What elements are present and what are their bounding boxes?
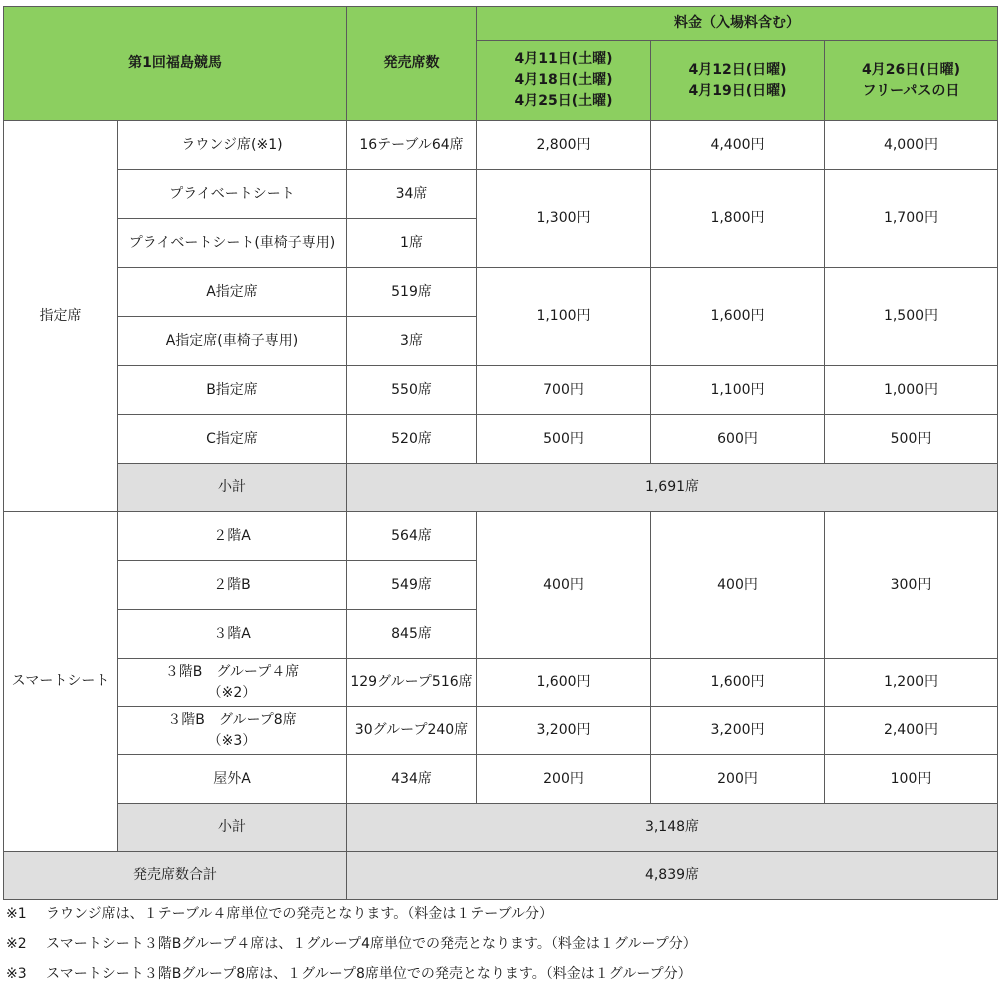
price-cell: 1,100円 <box>651 366 825 415</box>
price-cell: 400円 <box>651 512 825 659</box>
footnote-mark: ※1 <box>6 906 27 922</box>
price-cell: 3,200円 <box>651 707 825 755</box>
price-cell: 200円 <box>477 755 651 804</box>
price-cell: 1,000円 <box>825 366 998 415</box>
seat-count: 549席 <box>347 561 477 610</box>
price-cell: 1,600円 <box>477 659 651 707</box>
footnote <box>6 906 996 936</box>
price-cell: 2,400円 <box>825 707 998 755</box>
footnote-mark: ※2 <box>6 936 27 952</box>
price-cell: 2,800円 <box>477 121 651 170</box>
seat-count: 550席 <box>347 366 477 415</box>
price-cell: 100円 <box>825 755 998 804</box>
price-cell: 300円 <box>825 512 998 659</box>
subtotal-label: 小計 <box>118 464 347 512</box>
fee-group-header: 料金（入場料含む） <box>477 7 998 41</box>
category-reserved: 指定席 <box>4 121 118 512</box>
subtotal-value: 1,691席 <box>347 464 998 512</box>
price-cell: 200円 <box>651 755 825 804</box>
seat-type-name: ラウンジ席(※1) <box>118 121 347 170</box>
seat-count: 519席 <box>347 268 477 317</box>
price-cell: 1,600円 <box>651 268 825 366</box>
seat-count: 845席 <box>347 610 477 659</box>
seat-count: 1席 <box>347 219 477 268</box>
seat-count: 16テーブル64席 <box>347 121 477 170</box>
footnote-text: ラウンジ席は、１テーブル４席単位での発売となります。（料金は１テーブル分） <box>46 906 554 922</box>
date-header-saturdays: 4月11日(土曜) 4月18日(土曜) 4月25日(土曜) <box>477 41 651 121</box>
price-cell: 600円 <box>651 415 825 464</box>
footnote <box>6 966 996 996</box>
seat-type-name: プライベートシート <box>118 170 347 219</box>
price-cell: 3,200円 <box>477 707 651 755</box>
price-cell: 1,500円 <box>825 268 998 366</box>
seats-sold-header: 発売席数 <box>347 7 477 121</box>
footnote-mark: ※3 <box>6 966 27 982</box>
seat-count: 34席 <box>347 170 477 219</box>
seat-type-name: C指定席 <box>118 415 347 464</box>
footnote-text: スマートシート３階Bグループ４席は、１グループ4席単位での発売となります。（料金は１グループ分） <box>46 936 697 952</box>
seat-type-name: ２階B <box>118 561 347 610</box>
seat-type-name: 屋外A <box>118 755 347 804</box>
price-cell: 400円 <box>477 512 651 659</box>
price-cell: 4,000円 <box>825 121 998 170</box>
seat-type-name: A指定席(車椅子専用) <box>118 317 347 366</box>
seat-type-name: ３階B グループ４席 （※2） <box>118 659 347 707</box>
footnote <box>6 936 996 966</box>
event-header: 第1回福島競馬 <box>4 7 347 121</box>
price-cell: 700円 <box>477 366 651 415</box>
date-header-sundays: 4月12日(日曜) 4月19日(日曜) <box>651 41 825 121</box>
price-cell: 500円 <box>825 415 998 464</box>
subtotal-value: 3,148席 <box>347 804 998 852</box>
total-label: 発売席数合計 <box>4 852 347 900</box>
price-cell: 1,300円 <box>477 170 651 268</box>
footnote-text: スマートシート３階Bグループ8席は、１グループ8席単位での発売となります。（料金は１グループ分） <box>46 966 692 982</box>
price-cell: 1,600円 <box>651 659 825 707</box>
seat-type-name: ２階A <box>118 512 347 561</box>
seat-type-name: ３階A <box>118 610 347 659</box>
seat-count: 434席 <box>347 755 477 804</box>
total-value: 4,839席 <box>347 852 998 900</box>
seat-type-name: B指定席 <box>118 366 347 415</box>
price-cell: 1,100円 <box>477 268 651 366</box>
subtotal-label: 小計 <box>118 804 347 852</box>
date-header-free-pass: 4月26日(日曜) フリーパスの日 <box>825 41 998 121</box>
footnotes <box>6 906 996 996</box>
seat-type-name: プライベートシート(車椅子専用) <box>118 219 347 268</box>
seat-count: 30グループ240席 <box>347 707 477 755</box>
seat-count: 3席 <box>347 317 477 366</box>
seat-count: 129グループ516席 <box>347 659 477 707</box>
seat-type-name: ３階B グループ8席 （※3） <box>118 707 347 755</box>
seat-count: 520席 <box>347 415 477 464</box>
seat-count: 564席 <box>347 512 477 561</box>
price-cell: 1,800円 <box>651 170 825 268</box>
price-cell: 1,700円 <box>825 170 998 268</box>
seat-price-table <box>3 6 998 900</box>
price-cell: 500円 <box>477 415 651 464</box>
seat-type-name: A指定席 <box>118 268 347 317</box>
price-cell: 1,200円 <box>825 659 998 707</box>
price-cell: 4,400円 <box>651 121 825 170</box>
category-smart-seat: スマートシート <box>4 512 118 852</box>
